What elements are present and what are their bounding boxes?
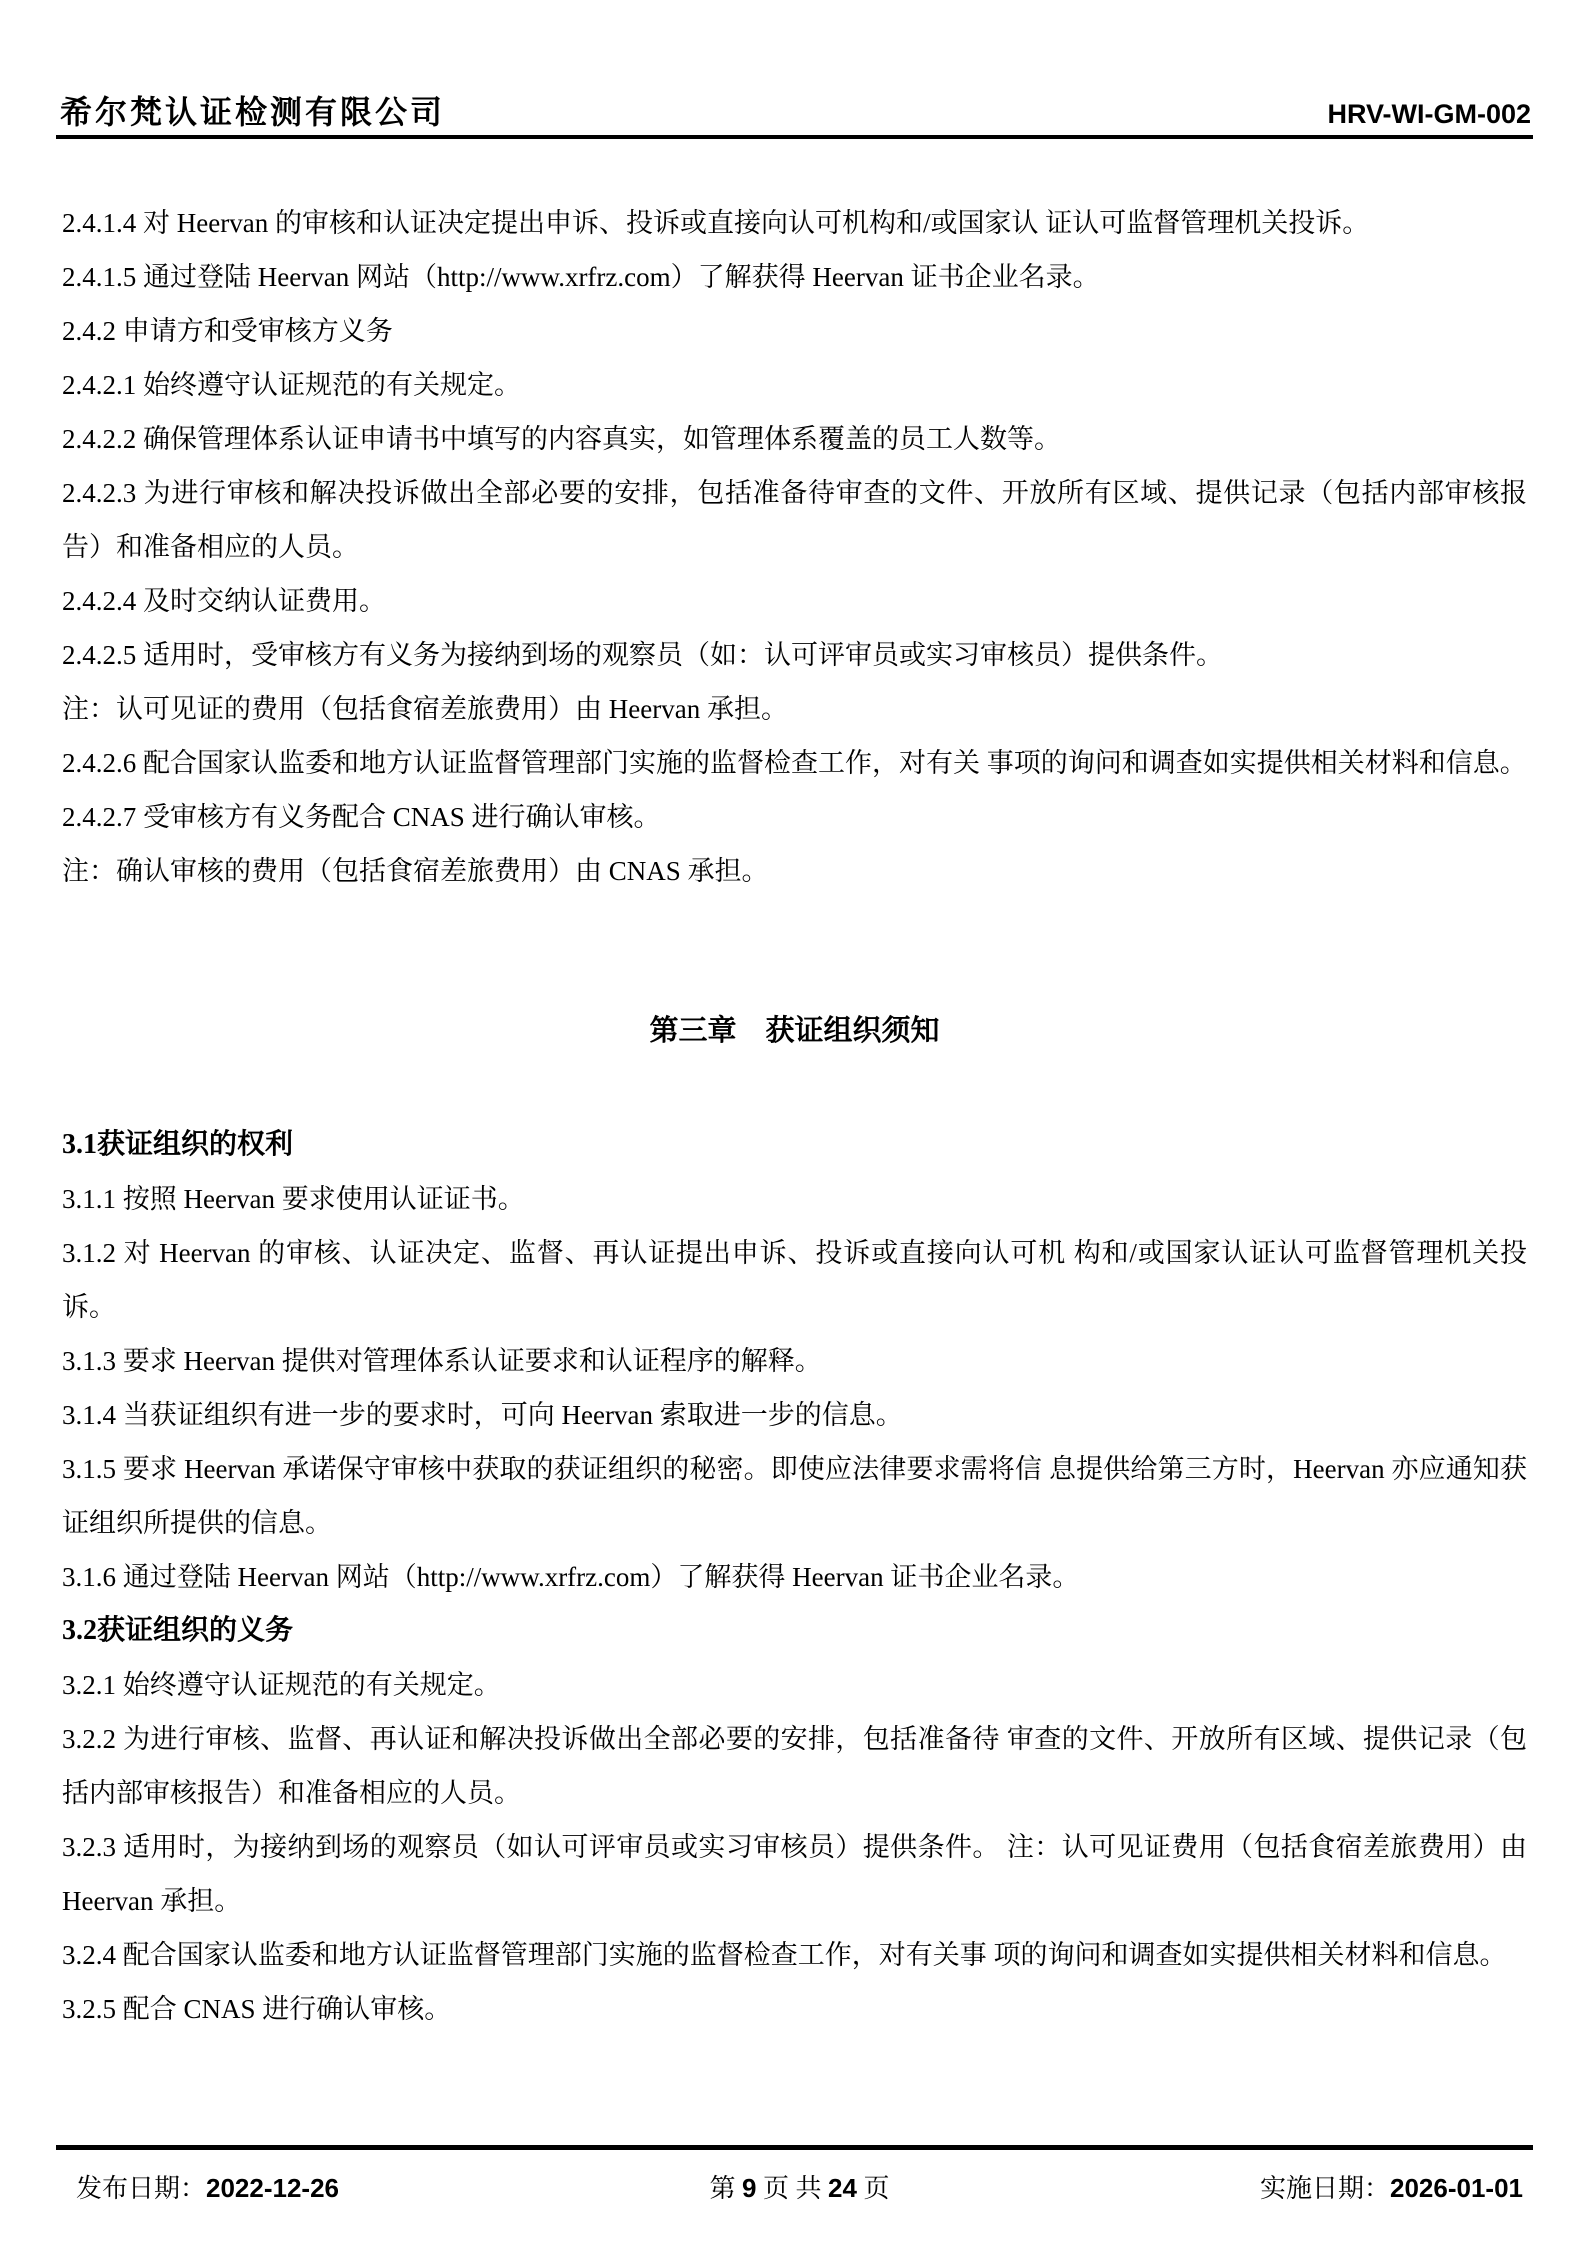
- paragraph: 2.4.2.2 确保管理体系认证申请书中填写的内容真实，如管理体系覆盖的员工人数等。: [62, 424, 1061, 454]
- paragraph: 3.1.2 对 Heervan 的审核、认证决定、监督、再认证提出申诉、投诉或直接向认可机 构和/或国家认证认可监督管理机关投诉。: [62, 1238, 1527, 1322]
- paragraph: 3.1.6 通过登陆 Heervan 网站（http://www.xrfrz.com）了解获得 Heervan 证书企业名录。: [62, 1562, 1080, 1592]
- paragraph: 3.1.5 要求 Heervan 承诺保守审核中获取的获证组织的秘密。即使应法律要求需将信 息提供给第三方时，Heervan 亦应通知获证组织所提供的信息。: [62, 1454, 1527, 1538]
- paragraph: 2.4.2 申请方和受审核方义务: [62, 316, 393, 346]
- paragraph: 2.4.2.5 适用时，受审核方有义务为接纳到场的观察员（如：认可评审员或实习审核员）提供条件。: [62, 640, 1223, 670]
- paragraph: 2.4.1.5 通过登陆 Heervan 网站（http://www.xrfrz.com）了解获得 Heervan 证书企业名录。: [62, 262, 1100, 292]
- implementation-date: [1260, 2166, 1523, 2211]
- page-number-suffix: 页: [863, 2174, 890, 2203]
- paragraph: 3.2.4 配合国家认监委和地方认证监督管理部门实施的监督检查工作，对有关事 项的询问和调查如实提供相关材料和信息。: [62, 1940, 1507, 1970]
- section-heading-3-1: 3.1获证组织的权利: [62, 1129, 294, 1160]
- document-body: [62, 196, 1527, 2036]
- header-rule: [56, 135, 1533, 139]
- page-footer: [62, 2166, 1523, 2211]
- paragraph: 2.4.2.3 为进行审核和解决投诉做出全部必要的安排，包括准备待审查的文件、开放所有区域、提供记录（包括内部审核报告）和准备相应的人员。: [62, 478, 1527, 562]
- paragraph: 注：认可见证的费用（包括食宿差旅费用）由 Heervan 承担。: [62, 694, 788, 724]
- page-number: [710, 2166, 890, 2211]
- release-date-label: 发布日期：: [76, 2174, 207, 2203]
- paragraph: 3.2.1 始终遵守认证规范的有关规定。: [62, 1670, 501, 1700]
- section-heading-3-2: 3.2获证组织的义务: [62, 1615, 294, 1646]
- footer-rule: [56, 2145, 1533, 2150]
- paragraph: 2.4.1.4 对 Heervan 的审核和认证决定提出申诉、投诉或直接向认可机构和/或国家认 证认可监督管理机关投诉。: [62, 208, 1370, 238]
- paragraph: 2.4.2.6 配合国家认监委和地方认证监督管理部门实施的监督检查工作，对有关 事项的询问和调查如实提供相关材料和信息。: [62, 748, 1527, 778]
- release-date: [62, 2166, 339, 2211]
- release-date-value: 2022-12-26: [206, 2173, 340, 2203]
- company-name: 希尔梵认证检测有限公司: [60, 94, 446, 130]
- page-number-prefix: 第: [709, 2174, 736, 2203]
- paragraph: 2.4.2.1 始终遵守认证规范的有关规定。: [62, 370, 521, 400]
- chapter-heading: 第三章 获证组织须知: [649, 1015, 940, 1047]
- paragraph: 3.2.5 配合 CNAS 进行确认审核。: [62, 1994, 452, 2024]
- paragraph: 3.2.2 为进行审核、监督、再认证和解决投诉做出全部必要的安排，包括准备待 审查的文件、开放所有区域、提供记录（包括内部审核报告）和准备相应的人员。: [62, 1724, 1527, 1808]
- paragraph: 3.2.3 适用时，为接纳到场的观察员（如认可评审员或实习审核员）提供条件。 注：认可见证费用（包括食宿差旅费用）由 Heervan 承担。: [62, 1832, 1527, 1916]
- page-number-total: 24: [828, 2173, 857, 2203]
- paragraph: 2.4.2.4 及时交纳认证费用。: [62, 586, 386, 616]
- document-code: HRV-WI-GM-002: [1327, 99, 1531, 129]
- page-number-mid: 页 共: [763, 2174, 822, 2203]
- page-header: [60, 92, 1531, 132]
- implementation-date-value: 2026-01-01: [1390, 2173, 1523, 2203]
- paragraph: 3.1.1 按照 Heervan 要求使用认证证书。: [62, 1184, 525, 1214]
- paragraph: 注：确认审核的费用（包括食宿差旅费用）由 CNAS 承担。: [62, 856, 769, 886]
- paragraph: 2.4.2.7 受审核方有义务配合 CNAS 进行确认审核。: [62, 802, 661, 832]
- page-number-current: 9: [742, 2173, 757, 2203]
- paragraph: 3.1.4 当获证组织有进一步的要求时，可向 Heervan 索取进一步的信息。: [62, 1400, 903, 1430]
- paragraph: 3.1.3 要求 Heervan 提供对管理体系认证要求和认证程序的解释。: [62, 1346, 822, 1376]
- implementation-date-label: 实施日期：: [1259, 2174, 1390, 2203]
